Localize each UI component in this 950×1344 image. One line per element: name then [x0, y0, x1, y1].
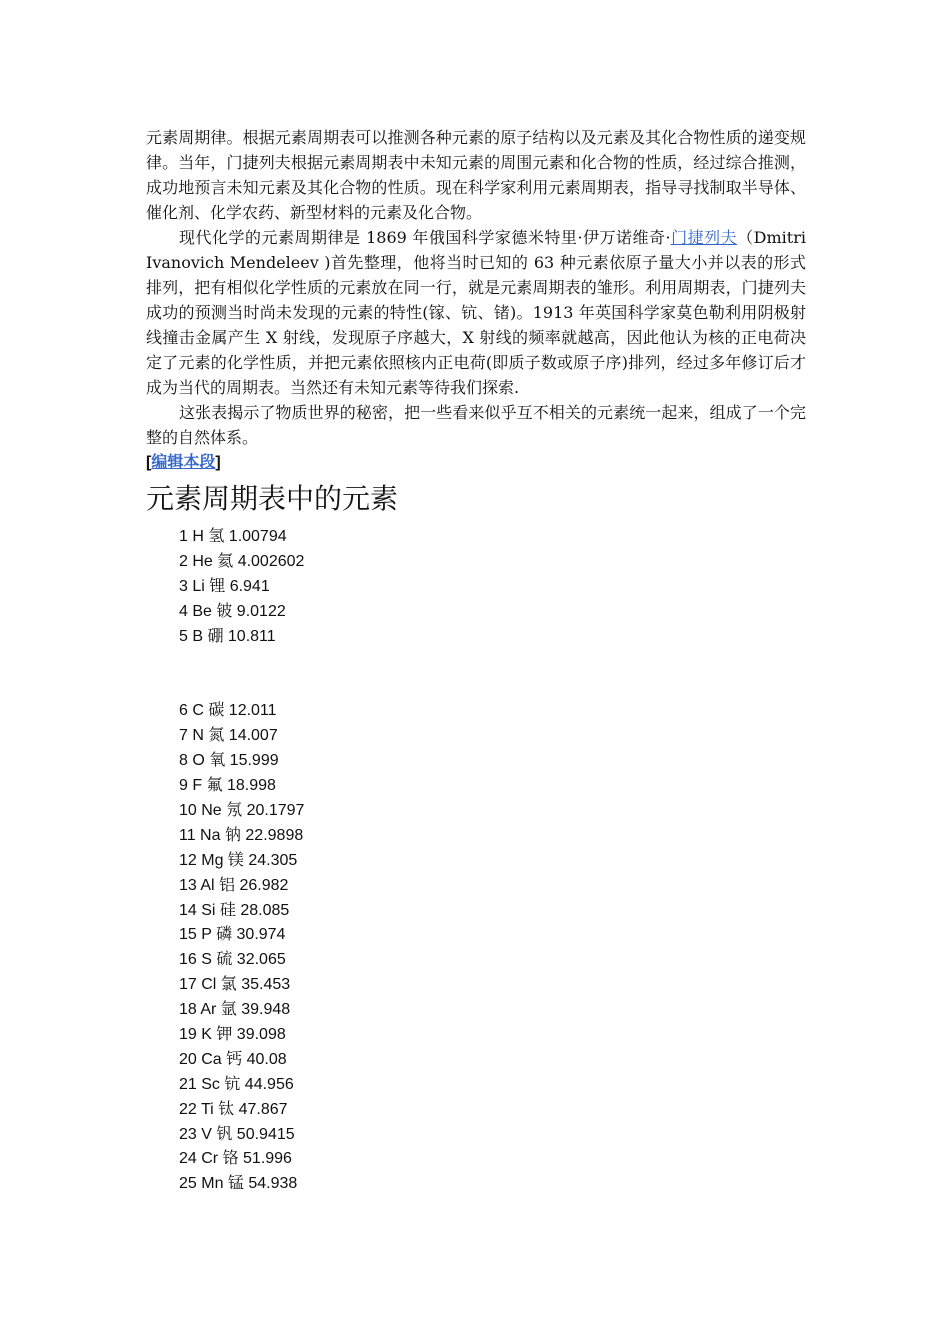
element-entry: 3 Li 锂 6.941 — [179, 577, 270, 595]
element-entry: 11 Na 钠 22.9898 — [179, 826, 304, 844]
element-entry: 9 F 氟 18.998 — [179, 777, 276, 795]
element-entry: 4 Be 铍 9.0122 — [179, 602, 286, 620]
element-entry: 8 O 氧 15.999 — [179, 752, 279, 770]
element-list-2 — [146, 699, 806, 1197]
mendeleev-link[interactable]: 门捷列夫 — [670, 228, 738, 247]
list-gap — [146, 649, 806, 699]
element-entry: 19 K 钾 39.098 — [179, 1026, 286, 1044]
paragraph-history — [146, 225, 806, 400]
element-entry: 14 Si 硅 28.085 — [179, 901, 290, 919]
element-entry: 5 B 硼 10.811 — [179, 627, 276, 645]
edit-bracket-open: [ — [146, 454, 152, 471]
element-entry: 20 Ca 钙 40.08 — [179, 1050, 287, 1068]
element-entry: 12 Mg 镁 24.305 — [179, 851, 298, 869]
element-entry: 17 Cl 氯 35.453 — [179, 976, 291, 994]
history-text-start: 现代化学的元素周期律是 1869 年俄国科学家德米特里·伊万诺维奇· — [179, 228, 671, 247]
paragraph-summary: 这张表揭示了物质世界的秘密，把一些看来似乎互不相关的元素统一起来，组成了一个完整的自然体系。 — [146, 403, 806, 447]
element-entry: 25 Mn 锰 54.938 — [179, 1175, 298, 1193]
element-list-1 — [146, 525, 806, 649]
paragraph-periodic-law: 元素周期律。根据元素周期表可以推测各种元素的原子结构以及元素及其化合物性质的递变规律。当年，门捷列夫根据元素周期表中未知元素的周围元素和化合物的性质，经过综合推测，成功地预言未知元素及其化合物的性质。现在科学家利用元素周期表，指导寻找制取半导体、催化剂、化学农药、新型材料的元素及化合物。 — [146, 128, 806, 222]
document-body — [146, 125, 806, 1197]
element-entry: 22 Ti 钛 47.867 — [179, 1100, 288, 1118]
element-entry: 13 Al 铝 26.982 — [179, 876, 289, 894]
element-entry: 23 V 钒 50.9415 — [179, 1125, 295, 1143]
element-entry: 18 Ar 氩 39.948 — [179, 1001, 291, 1019]
element-entry: 24 Cr 铬 51.996 — [179, 1150, 292, 1168]
history-text-rest: （Dmitri Ivanovich Mendeleev )首先整理，他将当时已知的 63 种元素依原子量大小并以表的形式排列，把有相似化学性质的元素放在同一行，就是元素周期表的雏形。利用周期表，门捷列夫成功的预测当时尚未发现的元素的特性(镓、钪、锗)。1913 年英国科学家莫色勒利用阴极射线撞击金属产生 X 射线，发现原子序越大，X 射线的频率就越高，因此他认为核的正电荷决定了元素的化学性质，并把元素依照核内正电荷(即质子数或原子序)排列，经过多年修订后才成为当代的周期表。当然还有未知元素等待我们探索. — [146, 228, 806, 397]
element-entry: 2 He 氦 4.002602 — [179, 552, 305, 570]
element-entry: 1 H 氢 1.00794 — [179, 528, 287, 545]
element-entry: 21 Sc 钪 44.956 — [179, 1075, 294, 1093]
element-entry: 15 P 磷 30.974 — [179, 926, 286, 944]
edit-section-link[interactable]: 编辑本段 — [151, 454, 216, 471]
section-heading: 元素周期表中的元素 — [146, 482, 399, 515]
element-entry: 6 C 碳 12.011 — [179, 702, 277, 720]
element-entry: 7 N 氮 14.007 — [179, 727, 278, 745]
element-entry: 10 Ne 氖 20.1797 — [179, 802, 305, 820]
edit-section — [146, 450, 806, 475]
edit-bracket-close: ] — [215, 454, 221, 471]
element-entry: 16 S 硫 32.065 — [179, 951, 286, 969]
